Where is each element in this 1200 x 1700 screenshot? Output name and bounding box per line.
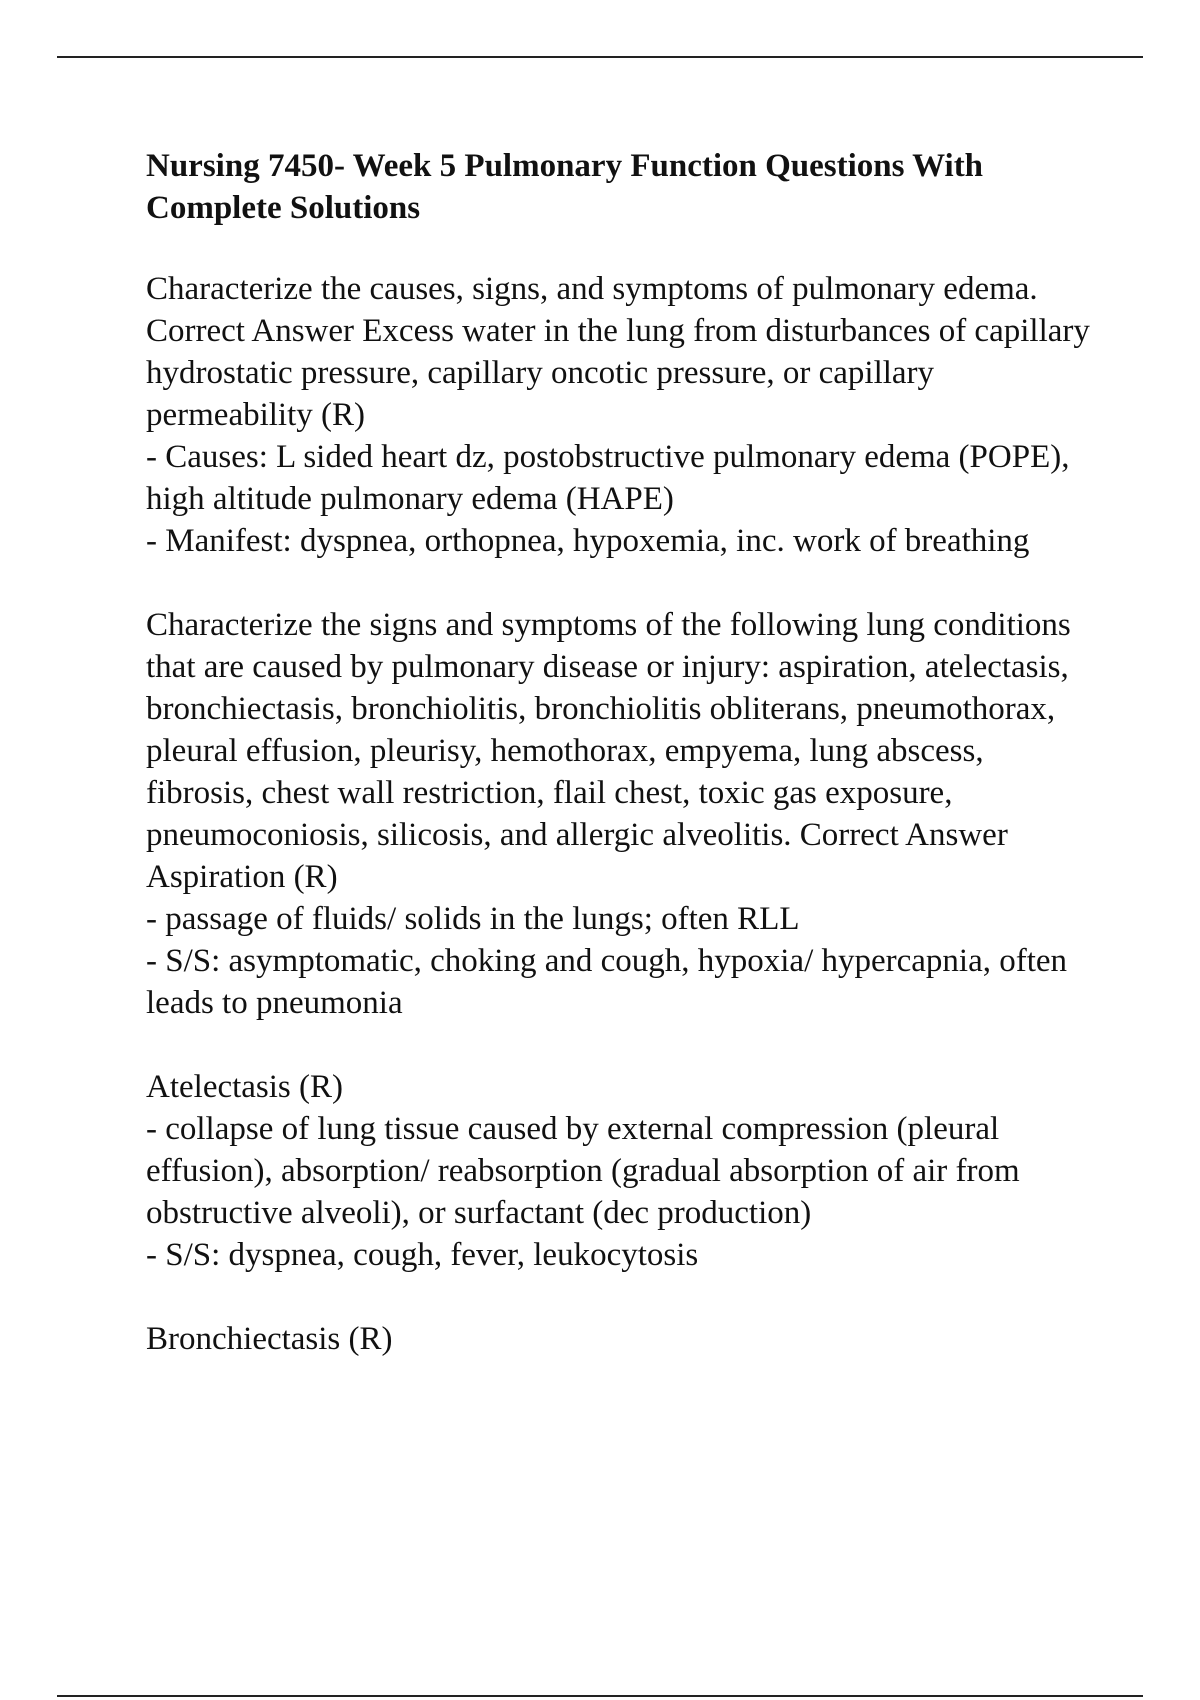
atelectasis-signs-symptoms: - S/S: dyspnea, cough, fever, leukocytosis <box>146 1237 699 1273</box>
footer-divider <box>57 1695 1143 1697</box>
atelectasis-definition: - collapse of lung tissue caused by external compression (pleural effusion), absorption/ reabsorption (gradual absorption of air from obstructive alveoli), or surfactant (dec production) <box>146 1111 1020 1231</box>
paragraph-lung-conditions <box>146 604 1096 1024</box>
question-pulmonary-edema: Characterize the causes, signs, and symptoms of pulmonary edema. Correct Answer Excess water in the lung from disturbances of capillary hydrostatic pressure, capillary oncotic pressure, or capillary permeability (R) <box>146 271 1090 433</box>
aspiration-definition: - passage of fluids/ solids in the lungs; often RLL <box>146 901 800 937</box>
pulmonary-edema-manifestations: - Manifest: dyspnea, orthopnea, hypoxemia, inc. work of breathing <box>146 523 1030 559</box>
atelectasis-heading: Atelectasis (R) <box>146 1069 344 1105</box>
paragraph-atelectasis <box>146 1066 1096 1276</box>
question-lung-conditions: Characterize the signs and symptoms of the following lung conditions that are caused by pulmonary disease or injury: aspiration, atelectasis, bronchiectasis, bronchiolitis, bronchiolitis obliterans, pneumothorax, pleural effusion, pleurisy, hemothorax, empyema, lung abscess, fibrosis, chest wall restriction, flail chest, toxic gas exposure, pneumoconiosis, silicosis, and allergic alveolitis. Correct Answer Aspiration (R) <box>146 607 1071 895</box>
paragraph-pulmonary-edema <box>146 268 1096 562</box>
pulmonary-edema-causes: - Causes: L sided heart dz, postobstructive pulmonary edema (POPE), high altitude pulmonary edema (HAPE) <box>146 439 1070 517</box>
paragraph-bronchiectasis <box>146 1318 1096 1360</box>
aspiration-signs-symptoms: - S/S: asymptomatic, choking and cough, hypoxia/ hypercapnia, often leads to pneumonia <box>146 943 1068 1021</box>
document-body <box>146 145 1096 1402</box>
document-title: Nursing 7450- Week 5 Pulmonary Function Questions With Complete Solutions <box>146 148 984 226</box>
bronchiectasis-heading: Bronchiectasis (R) <box>146 1321 393 1357</box>
header-divider <box>57 56 1143 58</box>
